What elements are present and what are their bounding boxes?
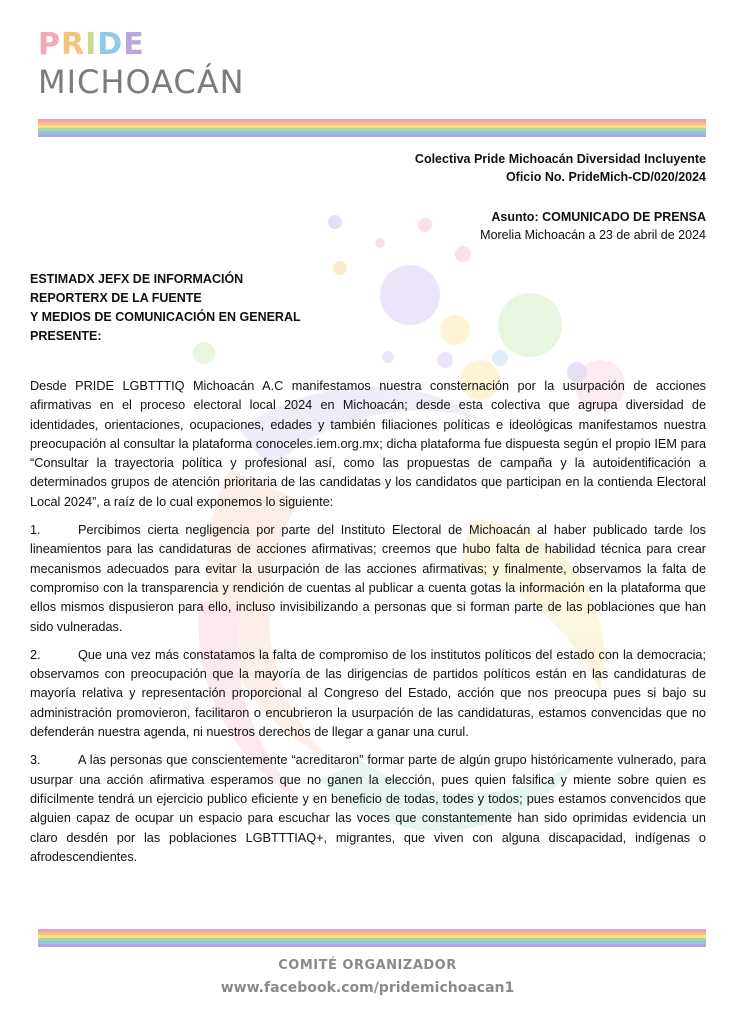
intro-paragraph: Desde PRIDE LGBTTTIQ Michoacán A.C manifestamos nuestra consternación por la usurpación de acciones afirmativas en el proceso electoral local 2024 en Michoacán; desde esta colectiva que agrupa diversidad de identidades, orientaciones, ocupaciones, edades y también filiaciones políticas e ideológicas manifestamos nuestra preocupación al consultar la plataforma conoceles.iem.org.mx; dicha plataforma fue dispuesta según el propio IEM para “Consultar la trayectoria política y profesional así, como las propuestas de campaña y la autoidentificación a determinados grupos de atención prioritaria de las candidatas y los candidatos que participan en la contienda Electoral Local 2024”, a raíz de lo cual exponemos lo siguiente:	[30, 379, 706, 509]
footer-facebook-link[interactable]: www.facebook.com/pridemichoacan1	[220, 980, 515, 996]
rainbow-divider-top	[38, 119, 706, 137]
place-date: Morelia Michoacán a 23 de abril de 2024	[480, 228, 706, 242]
pride-michoacan-logo	[38, 28, 245, 102]
oficio-number: Oficio No. PrideMich-CD/020/2024	[505, 170, 706, 184]
numbered-paragraph: 1. Percibimos cierta negligencia por parte del Instituto Electoral de Michoacán al haber publicado tarde los lineamientos para las candidaturas de acciones afirmativas; creemos que hubo falta de habilidad técnica para crear mecanismos adecuados para evitar la usurpación de las acciones afirmativas; y finalmente, observamos la falta de compromiso con la transparencia y rendición de cuentas al publicar a cuenta gotas la información en la plataforma que ellos mismos dispusieron para ello, incluso invisibilizando a personas que si forman parte de las poblaciones que han sido vulneradas.	[30, 523, 706, 634]
addressee-block	[30, 270, 430, 346]
organization-name: Colectiva Pride Michoacán Diversidad Incluyente	[414, 152, 706, 166]
letter-header	[286, 150, 706, 244]
addressee-line: REPORTERX DE LA FUENTE	[30, 291, 202, 305]
numbered-paragraph: 3. A las personas que conscientemente “acreditaron” formar parte de algún grupo históricamente vulnerado, para usurpar una acción afirmativa esperamos que no ganen la elección, pues quien falsifica y miente sobre quien es difícilmente tendrá un ejercicio publico eficiente y en beneficio de todas, todes y todos; pues estamos convencidos que alguien capaz de ocupar un espacio para escuchar las voces que constantemente han sido oprimidas evidencia un claro desdén por las poblaciones LGBTTTIAQ+, migrantes, que viven con alguna discapacidad, indígenas o afrodescendientes.	[30, 753, 706, 864]
letter-body	[30, 377, 706, 876]
subject-line: Asunto: COMUNICADO DE PRENSA	[491, 210, 706, 224]
addressee-line: PRESENTE:	[30, 329, 102, 343]
addressee-line: ESTIMADX JEFX DE INFORMACIÓN	[30, 272, 244, 286]
rainbow-divider-bottom	[38, 929, 706, 947]
addressee-line: Y MEDIOS DE COMUNICACIÓN EN GENERAL	[30, 310, 301, 324]
numbered-paragraph: 2. Que una vez más constatamos la falta de compromiso de los institutos políticos del estado con la democracia; observamos con preocupación que la mayoría de las dirigencias de partidos políticos están en las candidaturas de mayoría relativa y representación proporcional al Congreso del Estado, acción que nos preocupa pues si bajo su administración promovieron, facilitaron o encubrieron la usurpación de las candidaturas, estamos convencidas que no defenderán nuestra agenda, ni nuestros derechos de llegar a ganar una curul.	[30, 647, 706, 740]
logo-pride-wordmark: PRIDE	[38, 27, 145, 62]
footer-organizer: COMITÉ ORGANIZADOR	[278, 958, 457, 973]
logo-region-text: MICHOACÁN	[38, 63, 245, 101]
